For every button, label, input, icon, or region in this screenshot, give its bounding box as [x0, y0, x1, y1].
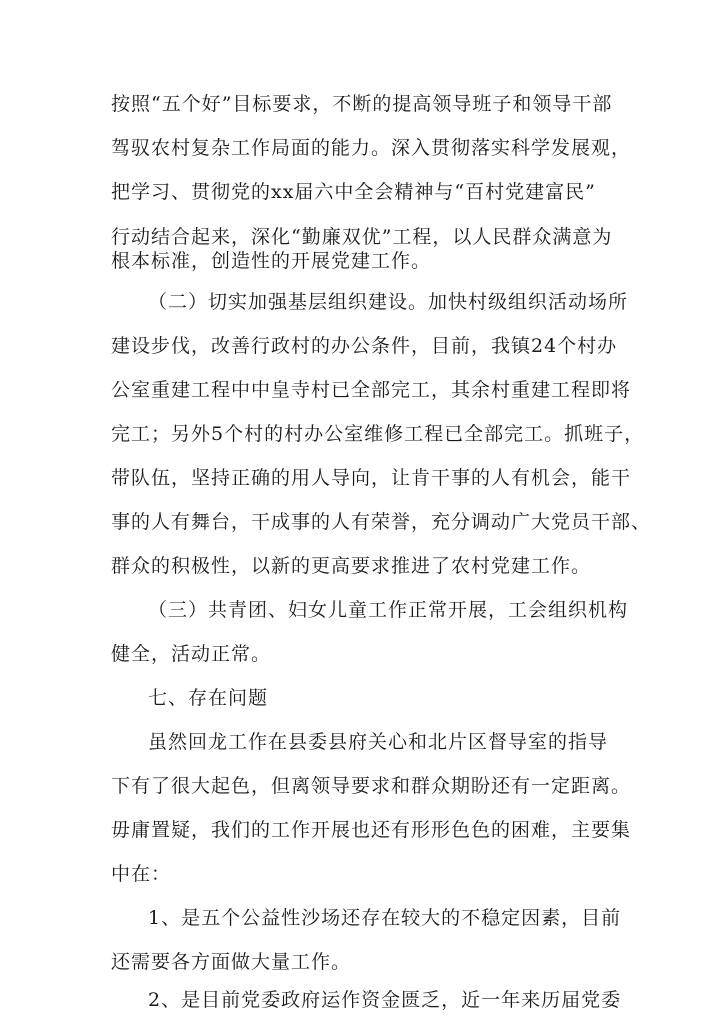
- text-line: 把学习、贯彻党的xx届六中全会精神与“百村党建富民”: [111, 181, 596, 203]
- text-line: 还需要各方面做大量工作。: [111, 951, 352, 973]
- text-line: 中在：: [111, 863, 172, 885]
- section-heading: 七、存在问题: [148, 687, 269, 709]
- paragraph-start-line: （二）切实加强基层组织建设。加快村级组织活动场所: [148, 291, 629, 313]
- text-line: 毋庸置疑，我们的工作开展也还有形形色色的困难，主要集: [111, 819, 632, 841]
- text-line: 驾驭农村复杂工作局面的能力。深入贯彻落实科学发展观，: [111, 137, 632, 159]
- text-line: 下有了很大起色，但离领导要求和群众期盼还有一定距离。: [111, 775, 632, 797]
- text-line: 按照“五个好”目标要求，不断的提高领导班子和领导干部: [111, 93, 613, 115]
- text-line: 健全，活动正常。: [111, 643, 272, 665]
- text-line: 完工；另外5个村的村办公室维修工程已全部完工。抓班子，: [111, 423, 645, 445]
- text-line: 行动结合起来，深化“勤廉双优”工程，以人民群众满意为: [111, 226, 613, 248]
- paragraph-start-line: （三）共青团、妇女儿童工作正常开展，工会组织机构: [148, 599, 629, 621]
- paragraph-start-line: 虽然回龙工作在县委县府关心和北片区督导室的指导: [148, 731, 609, 753]
- text-line: 根本标准，创造性的开展党建工作。: [111, 250, 432, 272]
- text-line: 建设步伐，改善行政村的办公条件，目前，我镇24个村办: [111, 335, 618, 357]
- text-line: 群众的积极性，以新的更高要求推进了农村党建工作。: [111, 555, 592, 577]
- list-item-line: 1、是五个公益性沙场还存在较大的不稳定因素，目前: [148, 907, 622, 929]
- list-item-line: 2、是目前党委政府运作资金匮乏，近一年来历届党委: [148, 989, 622, 1011]
- text-line: 公室重建工程中中皇寺村已全部完工，其余村重建工程即将: [111, 379, 632, 401]
- text-line: 带队伍，坚持正确的用人导向，让肯干事的人有机会，能干: [111, 467, 632, 489]
- text-line: 事的人有舞台，干成事的人有荣誉，充分调动广大党员干部、: [111, 511, 652, 533]
